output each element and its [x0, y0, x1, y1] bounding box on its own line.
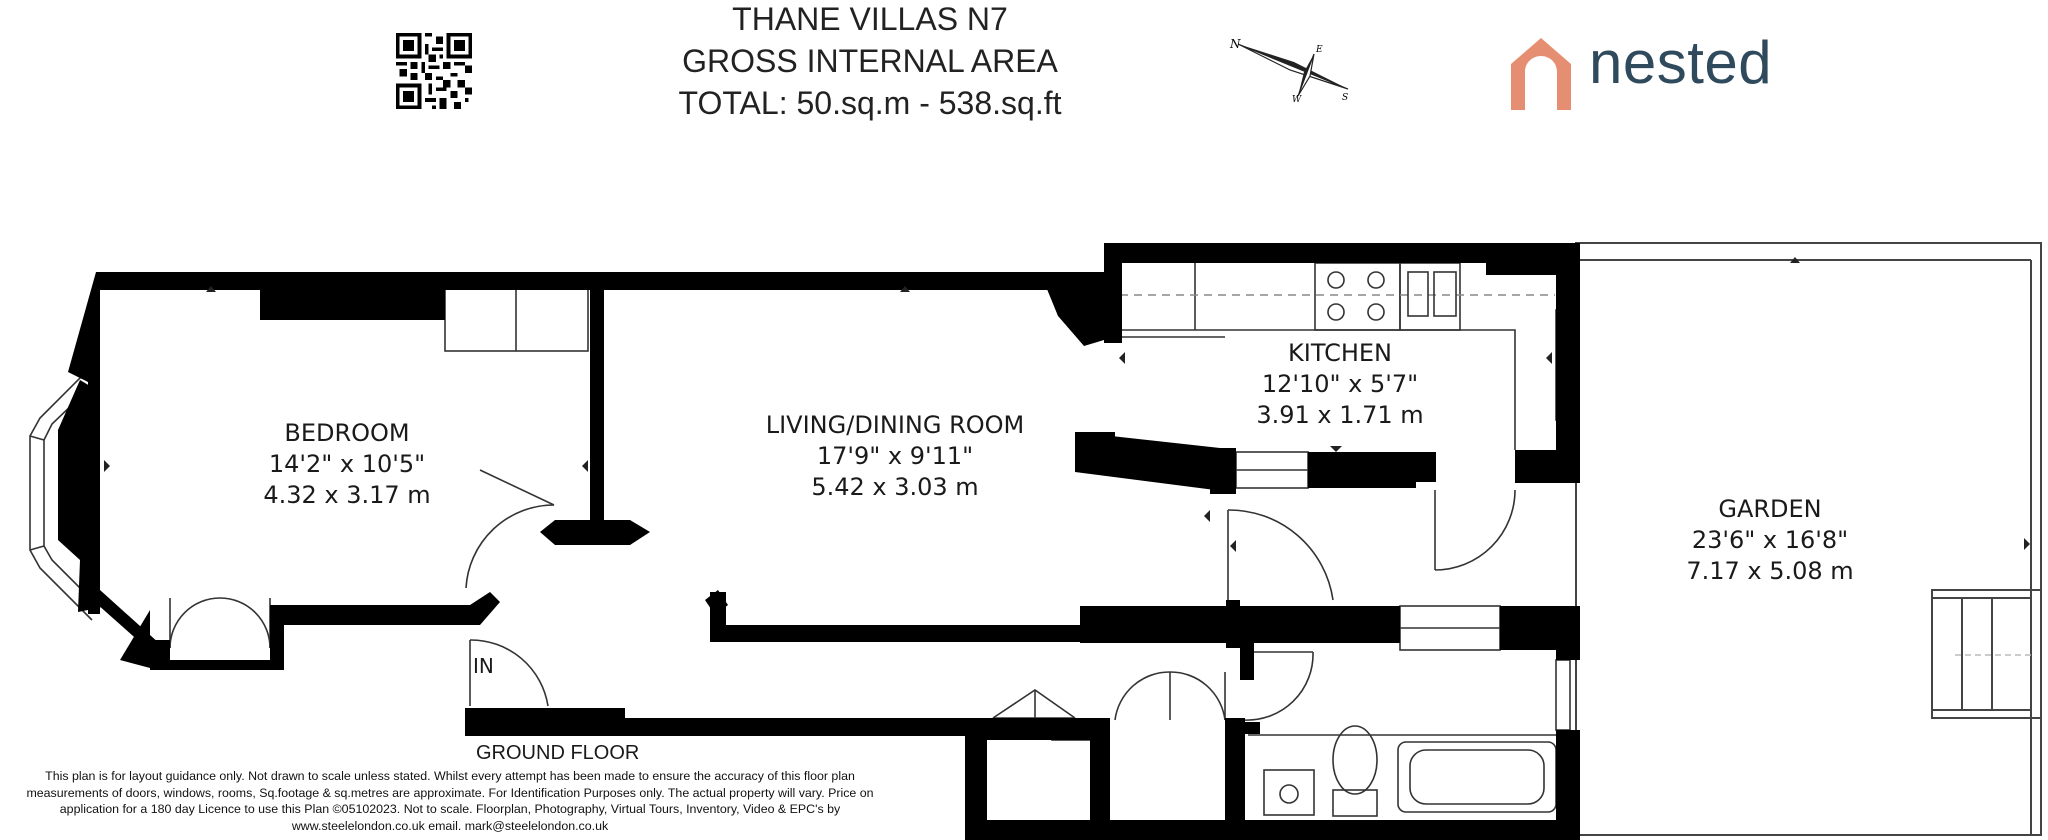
garden-metric: 7.17 x 5.08 m — [1686, 557, 1854, 585]
disclaimer-line: application for a 180 day Licence to use this Plan ©05102023. Not to scale. Floorplan, Photography, Virtual Tours, Inventory, Video & EPC's by — [59, 802, 841, 817]
living-room-metric: 5.42 x 3.03 m — [811, 473, 979, 501]
bedroom-metric: 4.32 x 3.17 m — [263, 481, 431, 509]
brand-name: nested — [1589, 29, 1773, 96]
disclaimer-line: This plan is for layout guidance only. Not drawn to scale unless stated. Whilst every attempt has been made to ensure the accuracy of this floor plan — [45, 769, 855, 783]
bedroom-label — [232, 418, 462, 511]
bedroom-name: BEDROOM — [284, 419, 410, 447]
disclaimer-line: measurements of doors, windows, rooms, Sq.footage & sq.metres are approximate. For Identification Purposes only. The actual property will vary. Price on — [26, 785, 874, 800]
garden-name: GARDEN — [1718, 495, 1822, 523]
kitchen-label — [1220, 338, 1460, 431]
bedroom-imperial: 14'2" x 10'5" — [268, 450, 426, 478]
property-title: THANE VILLAS N7 — [732, 1, 1008, 37]
compass-east-label: E — [1316, 45, 1323, 55]
garden-imperial: 23'6" x 16'8" — [1691, 526, 1849, 554]
disclaimer — [0, 768, 900, 834]
kitchen-imperial: 12'10" x 5'7" — [1261, 370, 1419, 398]
walls — [58, 243, 1580, 840]
living-room-name: LIVING/DINING ROOM — [765, 411, 1025, 439]
entrance-label: IN — [473, 654, 494, 678]
living-room-label — [730, 410, 1060, 503]
disclaimer-line: www.steelelondon.co.uk email. mark@steelelondon.co.uk — [291, 818, 609, 833]
area-heading: GROSS INTERNAL AREA — [682, 43, 1058, 79]
living-room-imperial: 17'9" x 9'11" — [816, 442, 974, 470]
garden-label — [1640, 494, 1900, 587]
compass-west-label: W — [1292, 95, 1302, 104]
floor-label: GROUND FLOOR — [476, 742, 640, 764]
total-area: TOTAL: 50.sq.m - 538.sq.ft — [678, 85, 1062, 121]
compass-north-label: N — [1230, 37, 1241, 51]
compass-south-label: S — [1342, 93, 1349, 103]
kitchen-metric: 3.91 x 1.71 m — [1256, 401, 1424, 429]
kitchen-name: KITCHEN — [1288, 339, 1392, 367]
